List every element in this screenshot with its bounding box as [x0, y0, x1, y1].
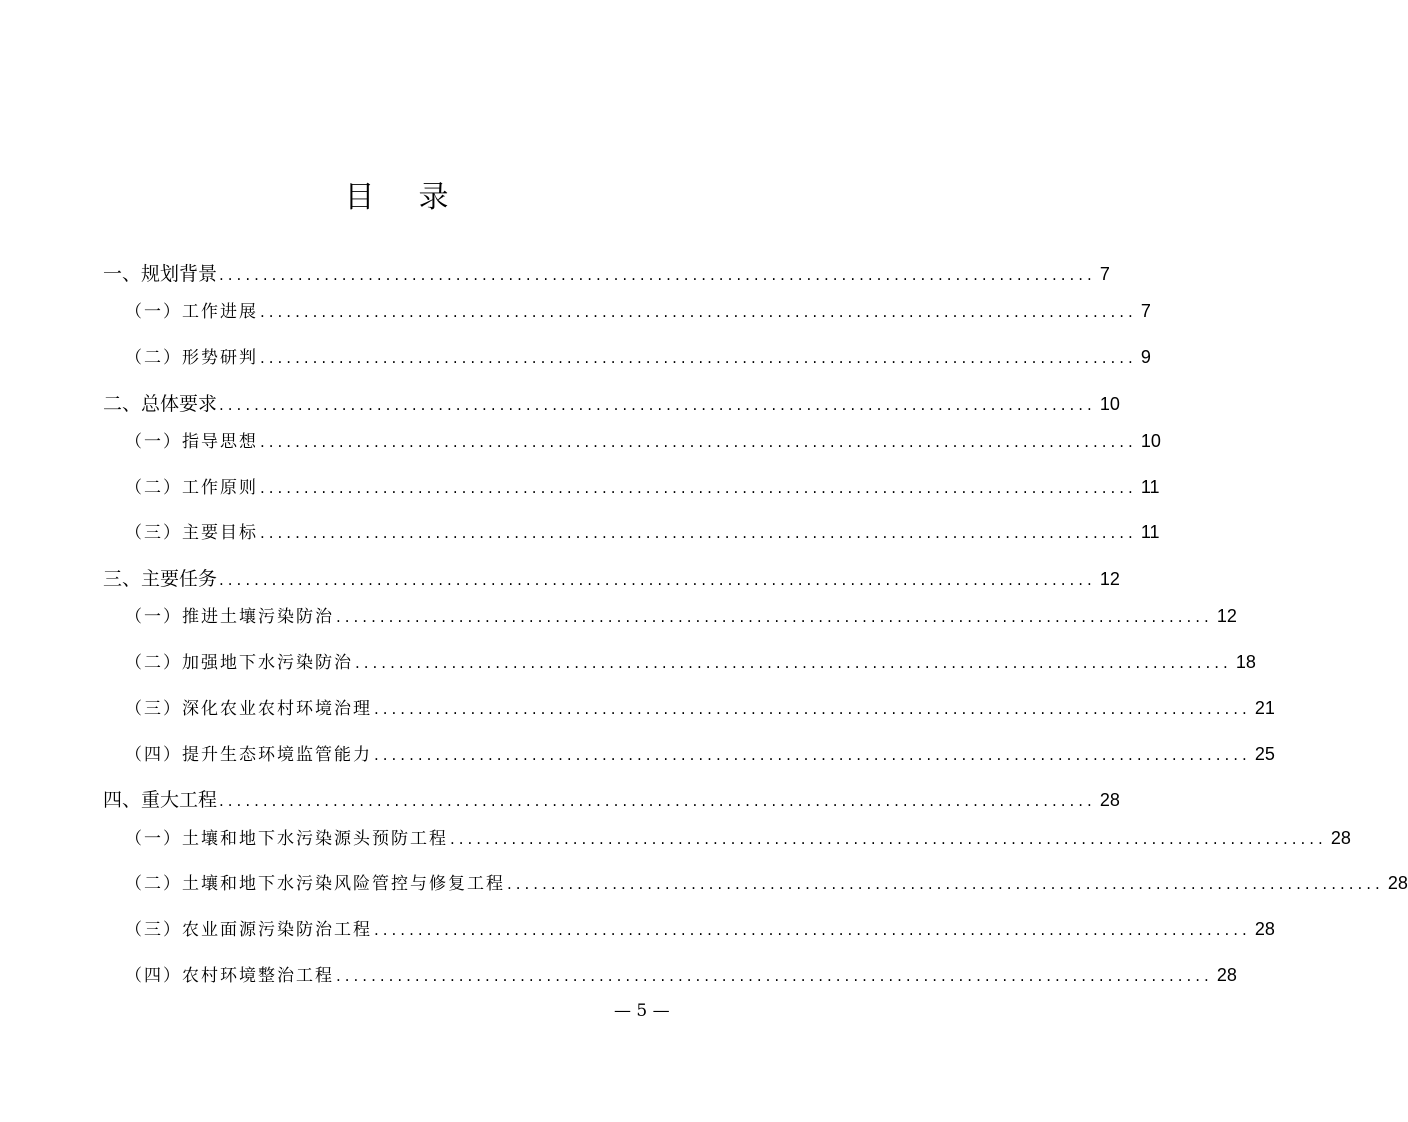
- page-title: [0, 172, 793, 216]
- toc-entry-label: （二）工作原则: [125, 478, 258, 498]
- toc-leader-dots: ....................................................................................................: [219, 571, 1096, 589]
- toc-leader-dots: ....................................................................................................: [336, 608, 1213, 626]
- toc-entry-page: 28: [1254, 919, 1275, 939]
- toc-entry[interactable]: [103, 564, 1120, 590]
- toc-entry[interactable]: [125, 602, 1237, 627]
- toc-leader-dots: ....................................................................................................: [219, 792, 1096, 810]
- toc-entry-label: （二）形势研判: [125, 348, 258, 368]
- toc-entry-page: 28: [1099, 790, 1120, 810]
- toc-entry[interactable]: [125, 297, 1151, 322]
- toc-leader-dots: ....................................................................................................: [336, 967, 1213, 985]
- toc-entry-page: 11: [1140, 477, 1160, 497]
- toc-entry-label: （三）主要目标: [125, 523, 258, 543]
- toc-entry[interactable]: [125, 648, 1256, 673]
- toc-leader-dots: ....................................................................................................: [260, 479, 1137, 497]
- toc-entry-label: 三、主要任务: [103, 568, 218, 590]
- toc-entry-label: （三）深化农业农村环境治理: [125, 699, 372, 719]
- toc-entry-page: 7: [1099, 264, 1110, 284]
- toc-entry-label: 一、规划背景: [103, 263, 218, 285]
- toc-entry[interactable]: [125, 473, 1160, 498]
- toc-leader-dots: ....................................................................................................: [260, 303, 1137, 321]
- toc-entry[interactable]: [125, 427, 1161, 452]
- title-char-2: 录: [418, 180, 449, 215]
- toc-leader-dots: ....................................................................................................: [219, 396, 1096, 414]
- toc-leader-dots: ....................................................................................................: [374, 700, 1251, 718]
- toc-leader-dots: ....................................................................................................: [260, 433, 1137, 451]
- toc-entry-label: （一）推进土壤污染防治: [125, 607, 334, 627]
- toc-entry[interactable]: [125, 824, 1351, 849]
- toc-entry-label: （一）土壤和地下水污染源头预防工程: [125, 829, 448, 849]
- toc-entry[interactable]: [103, 389, 1120, 415]
- toc-entry-page: 7: [1140, 301, 1151, 321]
- toc-entry-label: （一）指导思想: [125, 432, 258, 452]
- toc-entry-page: 28: [1387, 873, 1408, 893]
- toc-entry[interactable]: [125, 961, 1237, 986]
- toc-entry-label: （二）加强地下水污染防治: [125, 653, 353, 673]
- toc-entry[interactable]: [103, 785, 1120, 811]
- toc-entry-page: 11: [1140, 522, 1160, 542]
- toc-entry-label: 四、重大工程: [103, 789, 218, 811]
- toc-entry-page: 10: [1099, 394, 1120, 414]
- page-number: — 5 —: [614, 1001, 670, 1021]
- toc-entry-page: 12: [1216, 606, 1237, 626]
- toc-leader-dots: ....................................................................................................: [260, 349, 1137, 367]
- toc-entry-label: （二）土壤和地下水污染风险管控与修复工程: [125, 874, 505, 894]
- toc-entry-page: 12: [1099, 569, 1120, 589]
- toc-entry-page: 28: [1216, 965, 1237, 985]
- toc-leader-dots: ....................................................................................................: [507, 875, 1384, 893]
- toc-entry-label: （四）提升生态环境监管能力: [125, 745, 372, 765]
- toc-entry-label: 二、总体要求: [103, 393, 218, 415]
- title-char-1: 目: [344, 180, 375, 215]
- toc-leader-dots: ....................................................................................................: [374, 921, 1251, 939]
- toc-leader-dots: ....................................................................................................: [355, 654, 1232, 672]
- toc-entry-label: （三）农业面源污染防治工程: [125, 920, 372, 940]
- toc-leader-dots: ....................................................................................................: [374, 746, 1251, 764]
- toc-leader-dots: ....................................................................................................: [450, 830, 1327, 848]
- toc-entry-label: （一）工作进展: [125, 302, 258, 322]
- toc-entry[interactable]: [125, 740, 1275, 765]
- toc-leader-dots: ....................................................................................................: [219, 266, 1096, 284]
- toc-entry-label: （四）农村环境整治工程: [125, 966, 334, 986]
- toc-entry-page: 28: [1330, 828, 1351, 848]
- toc-entry[interactable]: [125, 869, 1408, 894]
- toc-entry-page: 21: [1254, 698, 1275, 718]
- toc-entry[interactable]: [125, 694, 1275, 719]
- toc-entry[interactable]: [103, 259, 1110, 285]
- toc-entry-page: 18: [1235, 652, 1256, 672]
- toc-entry-page: 10: [1140, 431, 1161, 451]
- toc-entry[interactable]: [125, 343, 1151, 368]
- toc-entry-page: 9: [1140, 347, 1151, 367]
- toc-entry[interactable]: [125, 518, 1160, 543]
- toc-leader-dots: ....................................................................................................: [260, 524, 1137, 542]
- toc-entry-page: 25: [1254, 744, 1275, 764]
- toc-entry[interactable]: [125, 915, 1275, 940]
